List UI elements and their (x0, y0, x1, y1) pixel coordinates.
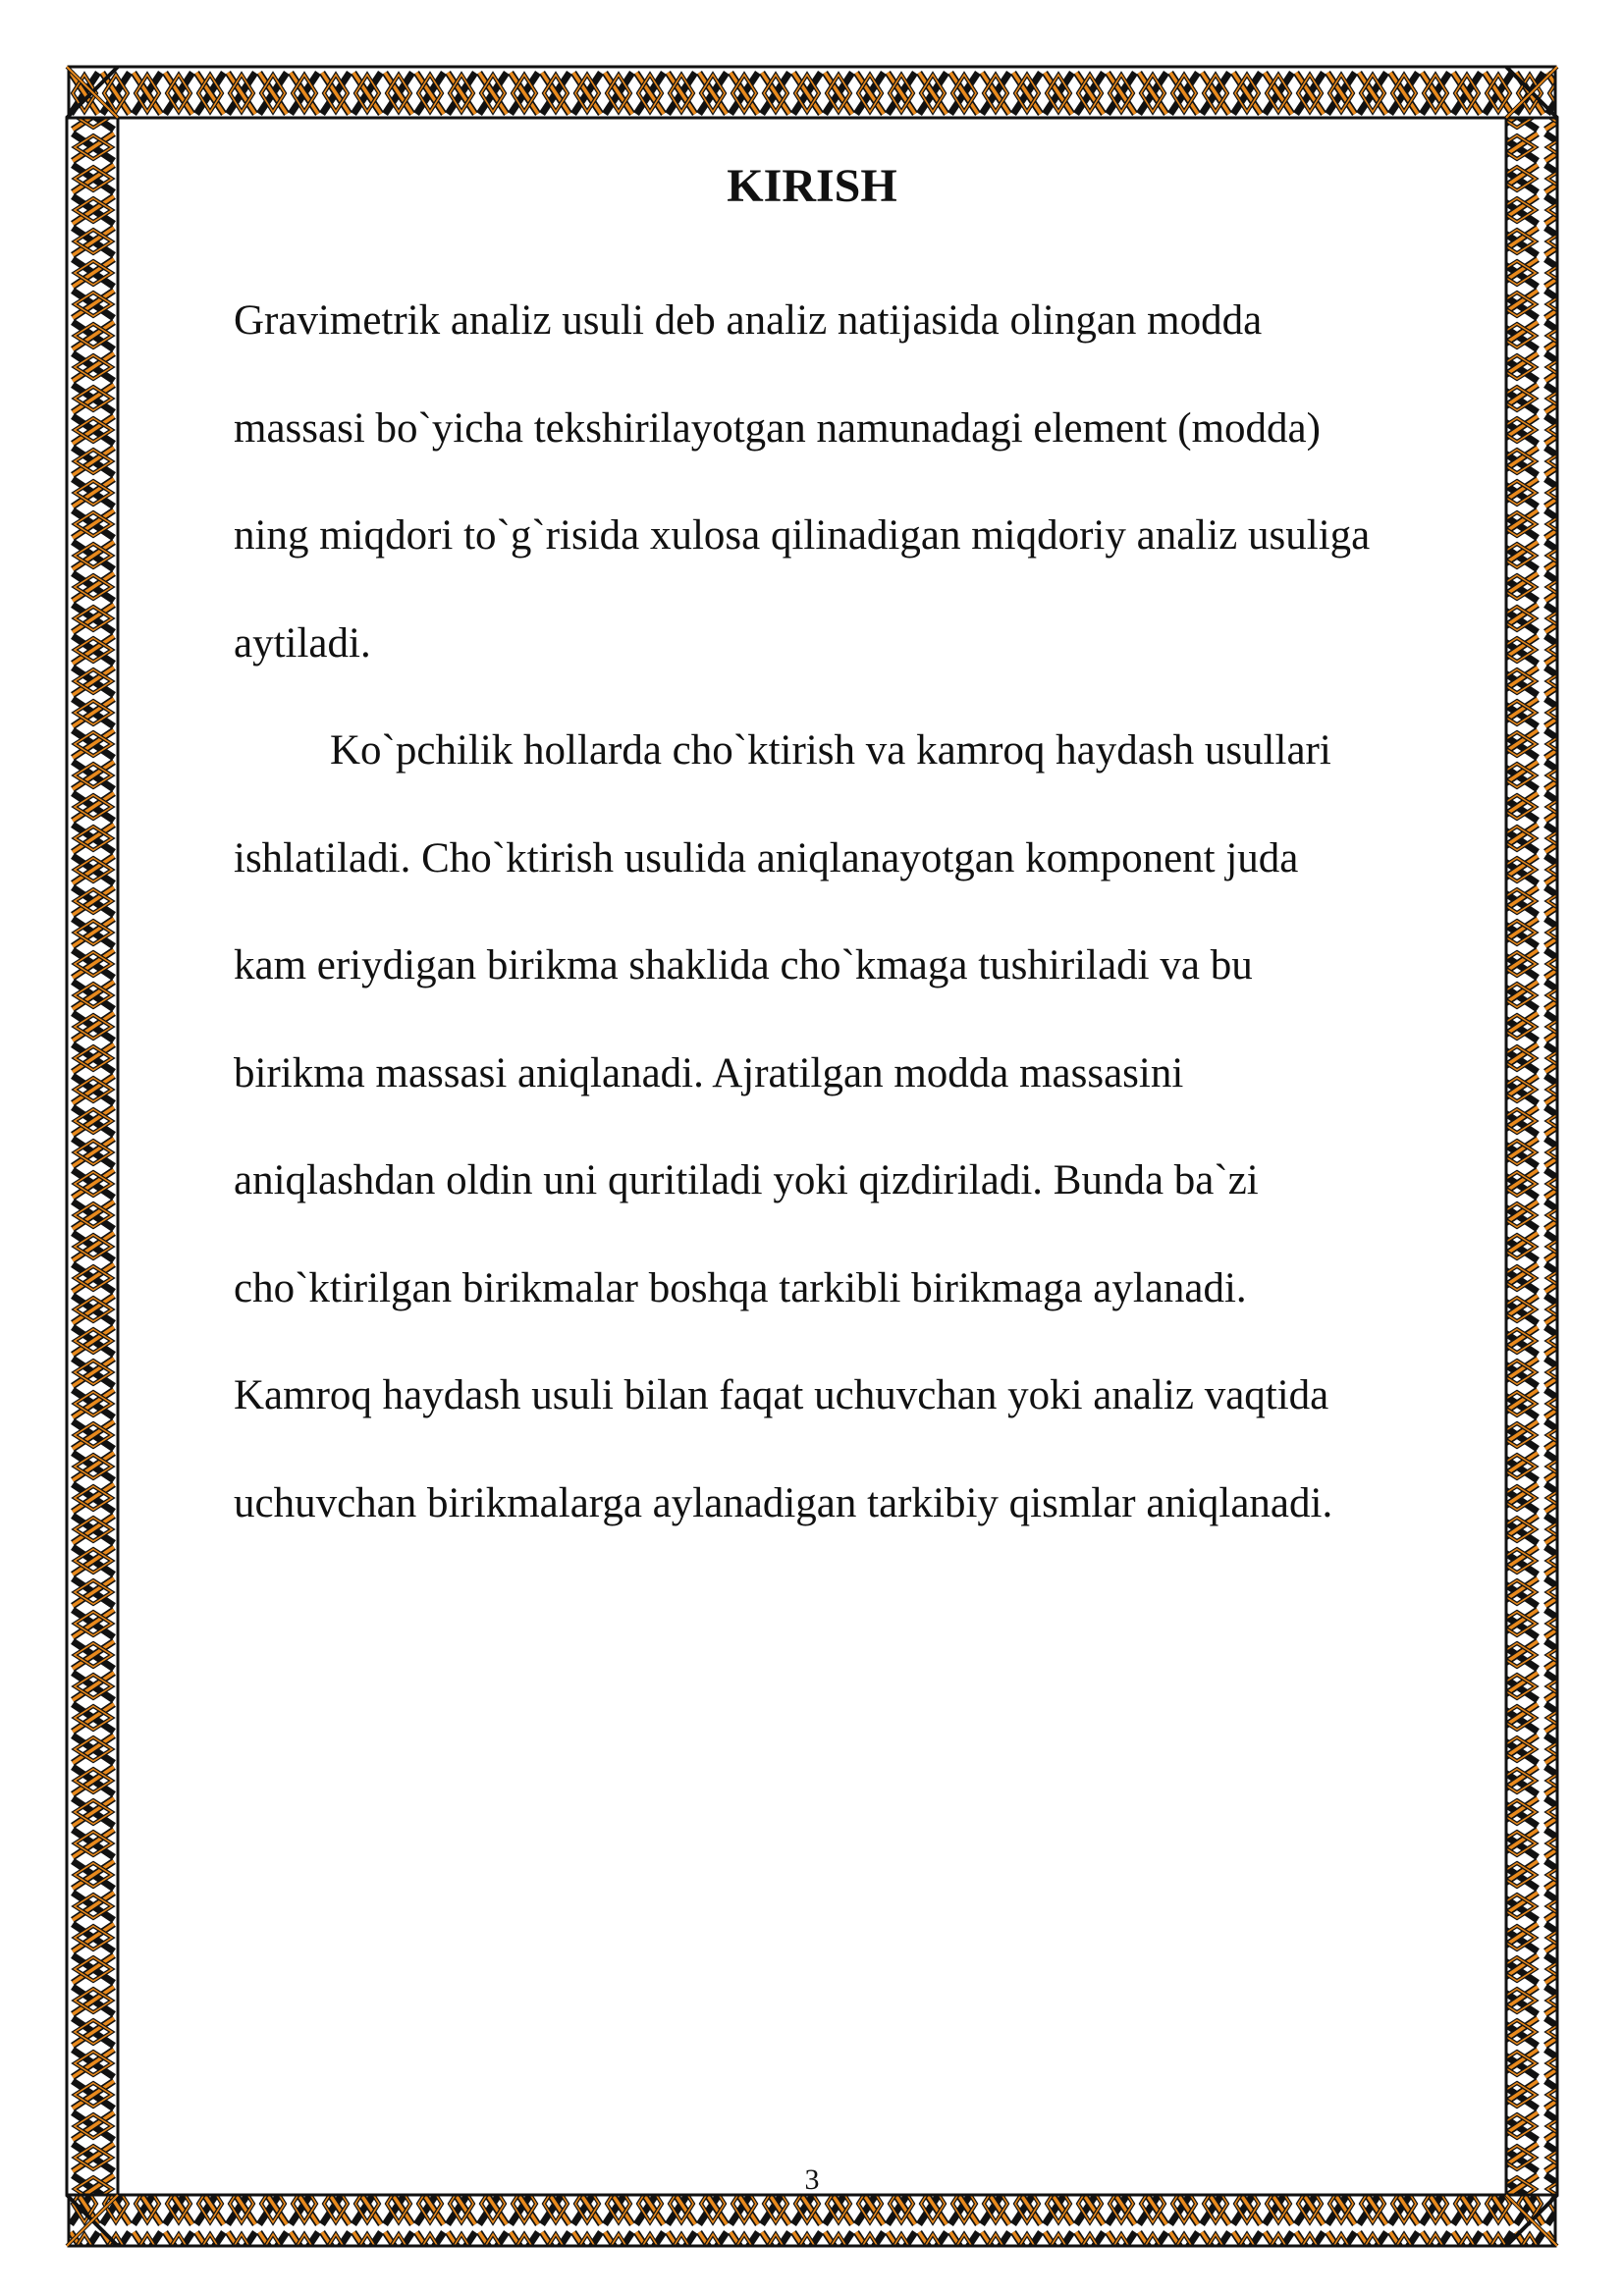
text-line: ning miqdori to`g`risida xulosa qilinadigan miqdoriy analiz usuliga (234, 512, 1371, 559)
text-line: birikma massasi aniqlanadi. Ajratilgan modda massasini (234, 1049, 1184, 1096)
paragraph (234, 267, 1500, 697)
text-line: uchuvchan birikmalarga aylanadigan tarkibiy qismlar aniqlanadi. (234, 1479, 1333, 1526)
page-number: 3 (804, 2163, 820, 2196)
text-line: cho`ktirilgan birikmalar boshqa tarkibli birikmaga aylanadi. (234, 1264, 1247, 1311)
text-line: Kamroq haydash usuli bilan faqat uchuvchan yoki analiz vaqtida (234, 1372, 1329, 1418)
text-line: aytiladi. (234, 619, 371, 667)
text-line: massasi bo`yicha tekshirilayotgan namunadagi element (modda) (234, 404, 1321, 452)
text-line: kam eriydigan birikma shaklida cho`kmaga tushiriladi va bu (234, 942, 1253, 988)
text-line: Ko`pchilik hollarda cho`ktirish va kamroq haydash usullari (330, 727, 1331, 774)
text-line: aniqlashdan oldin uni quritiladi yoki qizdiriladi. Bunda ba`zi (234, 1157, 1259, 1203)
paragraph (234, 697, 1500, 1557)
page-title: KIRISH (727, 160, 897, 212)
text-line: ishlatiladi. Cho`ktirish usulida aniqlanayotgan komponent juda (234, 834, 1299, 881)
body-text (234, 267, 1500, 1557)
text-line: Gravimetrik analiz usuli deb analiz natijasida olingan modda (234, 297, 1263, 344)
